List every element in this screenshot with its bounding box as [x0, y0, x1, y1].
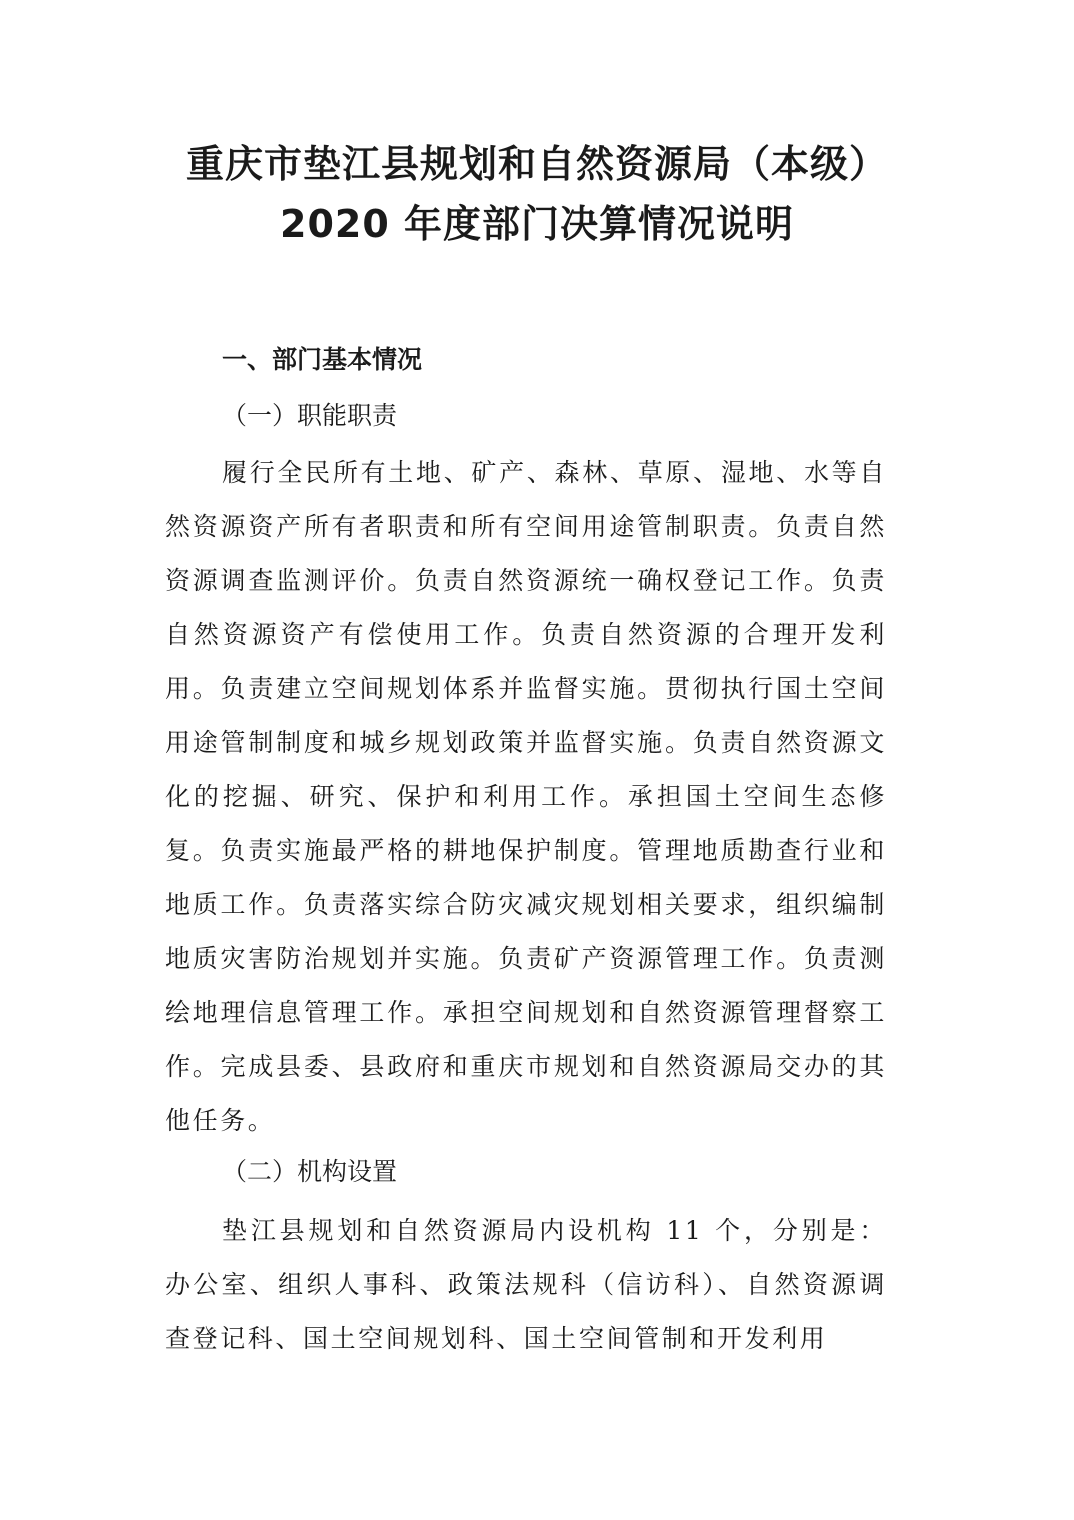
- document-title-line1: 重庆市垫江县规划和自然资源局（本级）: [185, 142, 888, 186]
- section-heading-basic-info: 一、部门基本情况: [222, 345, 423, 374]
- paragraph-functions: 履行全民所有土地、矿产、森林、草原、湿地、水等自然资源资产所有者职责和所有空间用途管制职责。负责自然资源调查监测评价。负责自然资源统一确权登记工作。负责自然资源资产有偿使用工作。负责自然资源的合理开发利用。负责建立空间规划体系并监督实施。贯彻执行国土空间用途管制制度和城乡规划政策并监督实施。负责自然资源文化的挖掘、研究、保护和利用工作。承担国土空间生态修复。负责实施最严格的耕地保护制度。管理地质勘查行业和地质工作。负责落实综合防灾减灾规划相关要求，组织编制地质灾害防治规划并实施。负责矿产资源管理工作。负责测绘地理信息管理工作。承担空间规划和自然资源管理督察工作。完成县委、县政府和重庆市规划和自然资源局交办的其他任务。: [165, 458, 887, 1135]
- paragraph-organization: 垫江县规划和自然资源局内设机构 11 个，分别是：办公室、组织人事科、政策法规科（信访科）、自然资源调查登记科、国土空间规划科、国土空间管制和开发利用: [165, 1216, 887, 1353]
- subsection-heading-organization: （二）机构设置: [222, 1157, 398, 1186]
- document-title-line2: 2020 年度部门决算情况说明: [280, 202, 794, 246]
- subsection-heading-functions: （一）职能职责: [222, 401, 398, 430]
